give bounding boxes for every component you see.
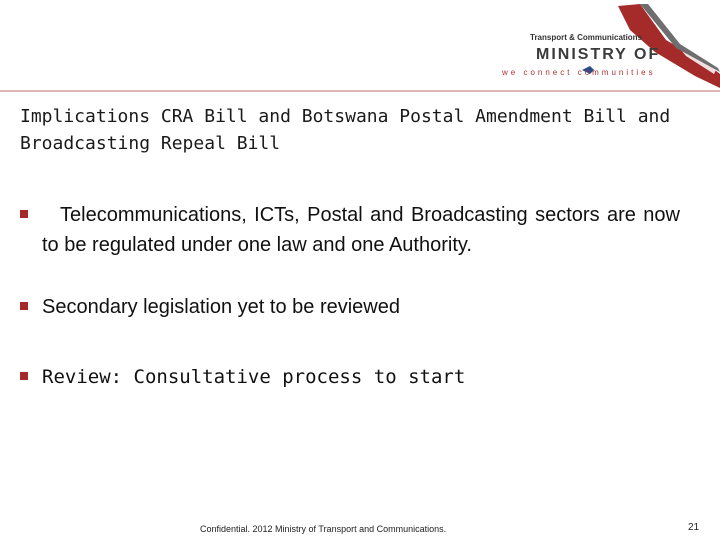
logo-ministry-text: MINISTRY OF	[536, 46, 661, 63]
header-divider	[0, 90, 720, 92]
bullet-square-icon	[20, 210, 28, 218]
bullet-text: Secondary legislation yet to be reviewed	[42, 296, 400, 318]
bullet-square-icon	[20, 372, 28, 380]
review-item	[20, 362, 680, 392]
footer-confidential: Confidential. 2012 Ministry of Transport and Communications.	[200, 524, 447, 534]
review-label: Review:	[42, 366, 123, 388]
slide-title: Implications CRA Bill and Botswana Postal Amendment Bill and Broadcasting Repeal Bill	[20, 106, 671, 154]
bullet-text: Telecommunications, ICTs, Postal and Broadcasting sectors are now to be regulated under one law and one Authority.	[42, 204, 680, 256]
bullet-square-icon	[20, 302, 28, 310]
review-text	[42, 362, 680, 392]
logo-tagline: we connect communities	[502, 68, 656, 77]
ministry-logo	[490, 0, 720, 90]
bullet-item	[20, 200, 680, 260]
page-number: 21	[688, 522, 700, 533]
bullet-item	[20, 292, 680, 322]
review-description: Consultative process to start	[133, 366, 466, 388]
logo-subtitle: Transport & Communications	[530, 33, 643, 42]
